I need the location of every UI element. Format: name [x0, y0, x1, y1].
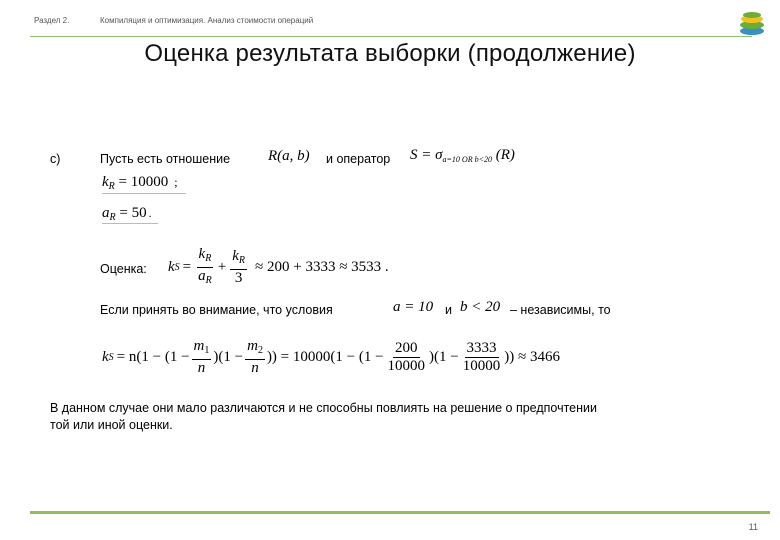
f3-num: 200 — [395, 340, 418, 356]
m1-symbol: m — [193, 338, 205, 354]
ar-sep: . — [148, 206, 152, 220]
kr-formula — [102, 174, 178, 192]
line1-mid: и оператор — [326, 152, 391, 166]
frac2-den: 3 — [234, 270, 243, 286]
fraction-kr-3 — [230, 248, 247, 287]
section-label: Раздел 2. — [34, 16, 70, 25]
stacked-discs-logo-icon — [738, 10, 766, 36]
m2-sub: 2 — [257, 345, 263, 356]
f4-num: 3333 — [466, 340, 497, 356]
fraction-200-10000 — [386, 340, 428, 375]
frac2-num-sub: R — [238, 255, 245, 266]
ar-value: = 50 — [119, 205, 147, 221]
relation-formula: R(a, b) — [268, 148, 310, 164]
frac1-den-sub: R — [205, 275, 212, 286]
ks-sub: S — [174, 262, 180, 273]
f4-den: 10000 — [462, 358, 501, 374]
f2-lhs-sub: S — [108, 352, 114, 363]
kr-sub: R — [108, 181, 115, 192]
kr-underline — [102, 193, 186, 194]
ar-symbol: a — [102, 205, 110, 221]
independence-suffix: – независимы, то — [510, 303, 611, 317]
operator-symbol: S = σ — [410, 147, 443, 163]
ar-underline — [102, 223, 158, 224]
m1-sub: 1 — [204, 345, 210, 356]
eq-sign: = — [182, 259, 192, 275]
footer-bar — [30, 511, 770, 514]
kr-value: = 10000 — [118, 174, 169, 190]
course-label: Компиляция и оптимизация. Анализ стоимости операций — [100, 16, 314, 25]
fraction-kr-ar — [196, 246, 214, 289]
frac2-num: k — [232, 248, 239, 264]
f2-part5: )) ≈ 3466 — [504, 349, 560, 365]
condition-b: b < 20 — [460, 299, 501, 315]
page-title: Оценка результата выборки (продолжение) — [144, 40, 636, 67]
independence-prefix: Если принять во внимание, что условия — [100, 303, 333, 317]
kr-symbol: k — [102, 174, 109, 190]
f3-den: 10000 — [387, 358, 426, 374]
f2-part2: )(1 − — [213, 349, 244, 365]
title-rule — [30, 36, 752, 37]
plus-sign: + — [217, 259, 227, 275]
frac1-num-sub: R — [205, 253, 212, 264]
f2-part4: )(1 − — [429, 349, 459, 365]
independent-estimate-formula — [102, 338, 560, 377]
conclusion-line-2: той или иной оценки. — [50, 418, 173, 432]
page-number: 11 — [748, 522, 758, 532]
f2-lhs: k — [102, 349, 109, 365]
n2-symbol: n — [251, 360, 259, 376]
item-label: c) — [50, 152, 61, 166]
frac1-num: k — [198, 246, 206, 262]
estimate-tail: ≈ 200 + 3333 ≈ 3533 . — [255, 259, 389, 275]
condition-a: a = 10 — [393, 299, 434, 315]
ar-formula — [102, 205, 152, 223]
ar-sub: R — [109, 212, 116, 223]
and-word: и — [445, 303, 452, 317]
f2-part3: )) = 10000(1 − (1 − — [266, 349, 384, 365]
operator-arg: (R) — [495, 147, 515, 163]
operator-formula — [410, 147, 515, 164]
conclusion-line-1: В данном случае они мало различаются и не способны повлиять на решение о предпочтении — [50, 401, 597, 415]
fraction-3333-10000 — [461, 340, 503, 375]
kr-sep: ; — [174, 175, 178, 189]
operator-condition: a=10 OR b<20 — [442, 155, 492, 164]
frac1-den: a — [198, 268, 206, 284]
fraction-m1-n — [192, 338, 212, 377]
estimate-label: Оценка: — [100, 262, 147, 276]
fraction-m2-n — [245, 338, 265, 377]
n1-symbol: n — [197, 360, 206, 376]
m2-symbol: m — [247, 338, 258, 354]
f2-part1: = n(1 − (1 − — [116, 349, 190, 365]
estimate-formula — [168, 246, 389, 289]
line1-prefix: Пусть есть отношение — [100, 152, 231, 166]
ks-symbol: k — [168, 259, 175, 275]
